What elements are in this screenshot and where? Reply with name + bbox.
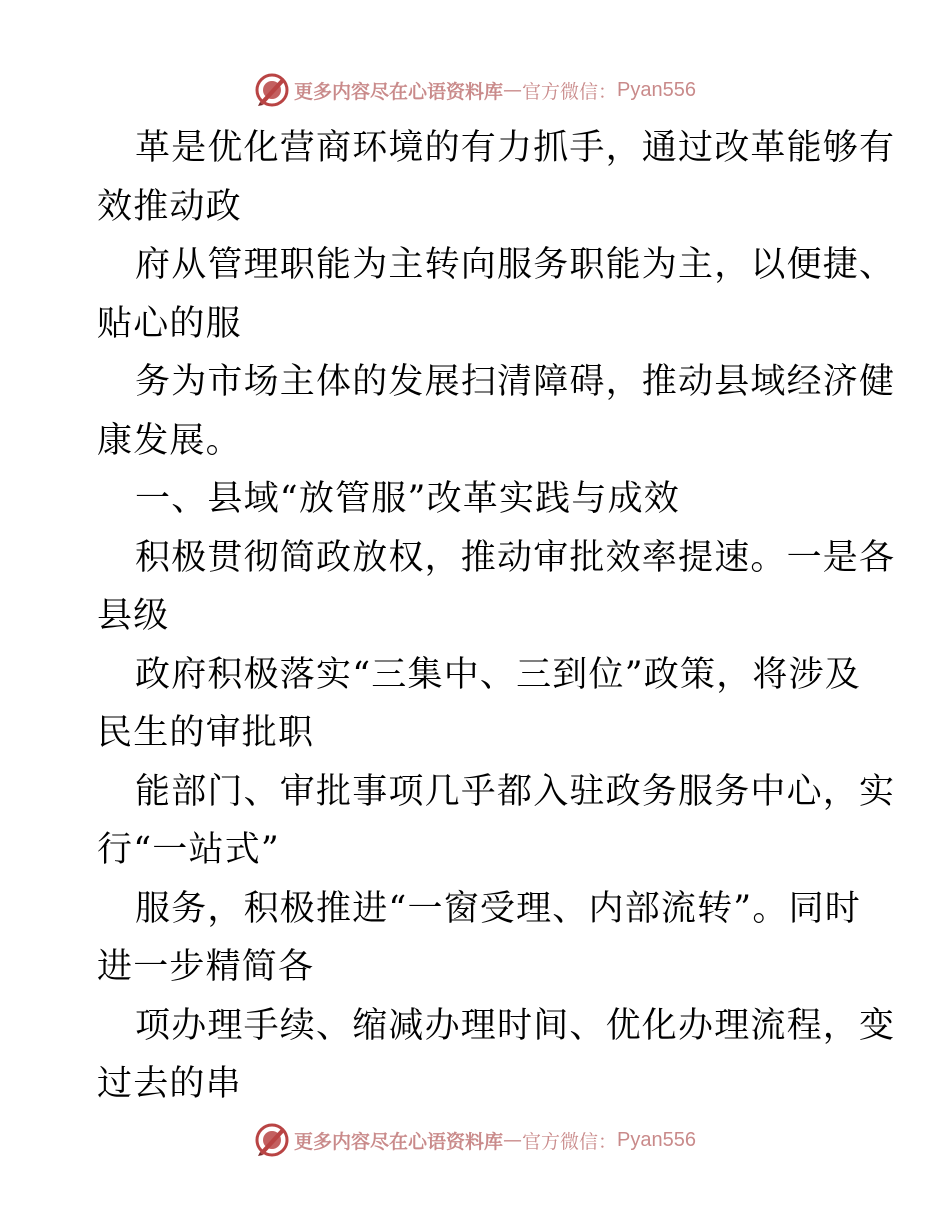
text-line: 务为市场主体的发展扫清障碍，推动县域经济健 bbox=[135, 362, 896, 402]
text-line: 进一步精简各 bbox=[97, 947, 315, 987]
text-line: 府从管理职能为主转向服务职能为主，以便捷、 bbox=[135, 245, 896, 285]
page-footer-watermark bbox=[0, 1120, 950, 1160]
watermark-separator: — bbox=[503, 79, 523, 101]
watermark-label: 官方微信： bbox=[522, 1130, 618, 1153]
text-line: 效推动政 bbox=[97, 186, 242, 227]
watermark-label: 官方微信： bbox=[522, 80, 618, 103]
text-line: 贴心的服 bbox=[97, 303, 242, 344]
watermark bbox=[254, 1122, 696, 1158]
text-line: 积极贯彻简政放权，推动审批效率提速。一是各 bbox=[135, 537, 896, 578]
text-line: 项办理手续、缩减办理时间、优化办理流程，变 bbox=[135, 1005, 896, 1046]
text-line: 过去的串 bbox=[97, 1064, 242, 1104]
document-body bbox=[97, 119, 896, 1114]
watermark-wechat-id: Pyan556 bbox=[617, 78, 696, 101]
watermark bbox=[254, 72, 696, 108]
text-line: 革是优化营商环境的有力抓手，通过改革能够有 bbox=[135, 128, 896, 168]
pen-logo-icon bbox=[254, 72, 290, 108]
text-line: 一、县域“放管服”改革实践与成效 bbox=[135, 479, 680, 519]
watermark-separator: — bbox=[503, 1129, 523, 1151]
text-line: 政府积极落实“三集中、三到位”政策，将涉及 bbox=[135, 654, 861, 695]
watermark-wechat-id: Pyan556 bbox=[617, 1128, 696, 1151]
pen-logo-icon bbox=[254, 1122, 290, 1158]
text-line: 能部门、审批事项几乎都入驻政务服务中心，实 bbox=[135, 771, 896, 812]
text-line: 服务，积极推进“一窗受理、内部流转”。同时 bbox=[135, 888, 861, 929]
page-header-watermark bbox=[0, 70, 950, 110]
text-line: 县级 bbox=[97, 596, 170, 636]
text-line: 民生的审批职 bbox=[97, 713, 315, 753]
text-line: 康发展。 bbox=[97, 420, 242, 461]
watermark-site-text: 更多内容尽在心语资料库 bbox=[294, 1130, 504, 1153]
text-line: 行“一站式” bbox=[97, 830, 280, 870]
watermark-site-text: 更多内容尽在心语资料库 bbox=[294, 80, 504, 103]
